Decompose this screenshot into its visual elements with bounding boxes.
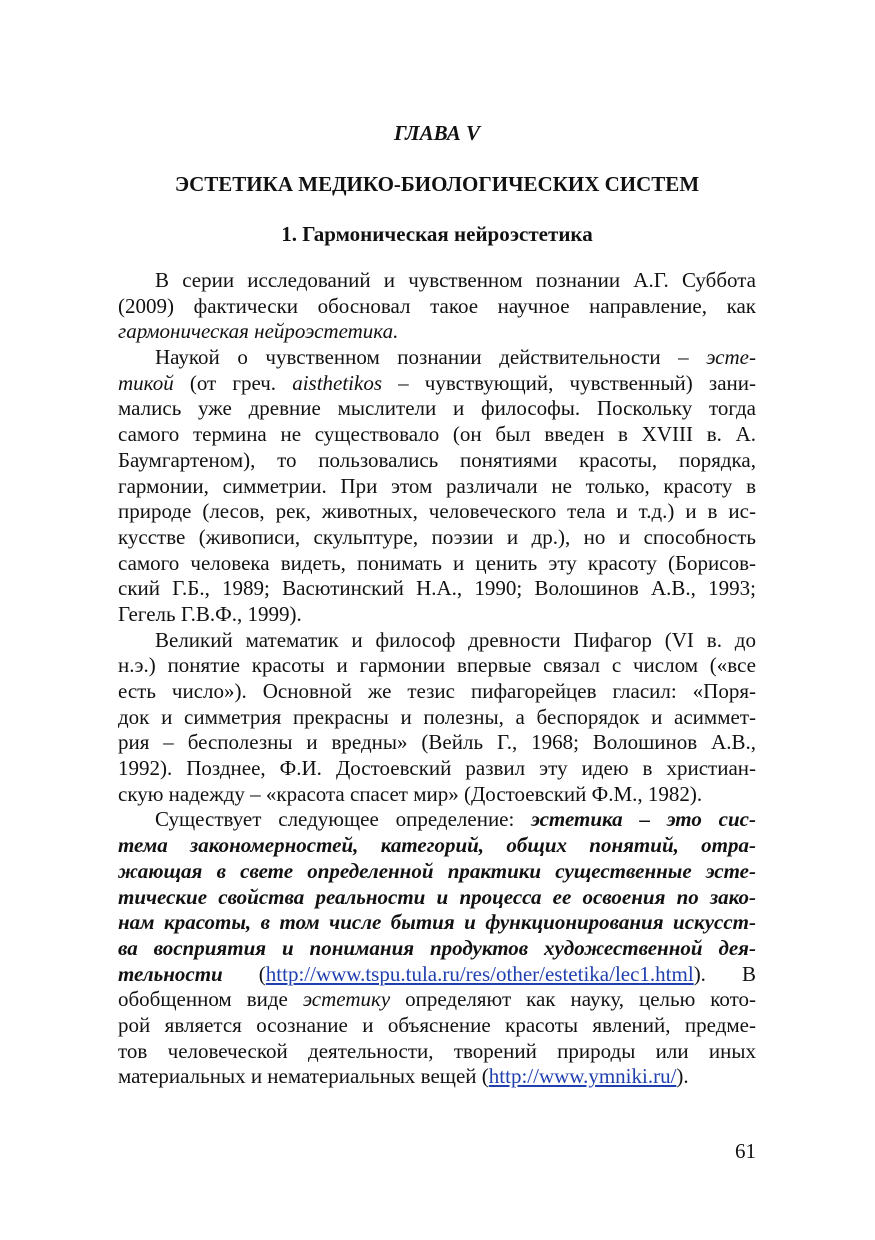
text-line <box>118 371 756 397</box>
text-line <box>118 525 756 551</box>
ymniki-link[interactable]: http://www.ymniki.ru/ <box>488 1064 677 1089</box>
text-line <box>118 987 756 1013</box>
text-segment: ( <box>222 961 266 986</box>
text-line <box>118 679 756 705</box>
text-line <box>118 807 756 833</box>
text-line <box>118 962 756 988</box>
italic-term: тикой <box>118 370 174 395</box>
text-line <box>118 910 756 936</box>
tspu-link[interactable]: http://www.tspu.tula.ru/res/other/estetika/lec1.html <box>265 961 694 986</box>
definition-text: тельности <box>118 961 223 986</box>
text-segment: кусстве (живописи, скульптуре, поэзии и др.), но и способность <box>118 524 756 549</box>
text-segment: (2009) фактически обосновал такое научное направление, как <box>118 293 756 318</box>
definition-text: эстетика – это сис- <box>531 807 756 832</box>
text-segment: рой является осознание и объяснение красоты явлений, предме- <box>118 1012 756 1037</box>
text-segment: тов человеческой деятельности, творений природы или иных <box>118 1038 756 1063</box>
text-line <box>118 1013 756 1039</box>
text-line <box>118 756 756 782</box>
text-line <box>118 268 756 294</box>
text-segment: обобщенном виде <box>118 987 303 1012</box>
definition-text: тема закономерностей, категорий, общих понятий, отра- <box>118 833 756 858</box>
text-segment: (от греч. <box>173 370 293 395</box>
text-line <box>118 782 756 808</box>
definition-text: нам красоты, в том числе бытия и функционирования искусст- <box>118 910 756 935</box>
text-line <box>118 448 756 474</box>
text-line <box>118 294 756 320</box>
text-segment: ский Г.Б., 1989; Васютинский Н.А., 1990; Волошинов А.В., 1993; <box>118 576 756 601</box>
text-line <box>118 422 756 448</box>
text-segment: материальных и нематериальных вещей ( <box>118 1064 489 1089</box>
text-line <box>118 396 756 422</box>
text-segment: В серии исследований и чувственном познании А.Г. Суббота <box>155 268 756 292</box>
text-segment: рия – бесполезны и вредны» (Вейль Г., 1968; Волошинов А.В., <box>118 730 756 755</box>
text-line <box>118 474 756 500</box>
text-line <box>118 1064 756 1090</box>
text-line <box>118 602 756 628</box>
text-segment: – чувствующий, чувственный) зани- <box>382 370 756 395</box>
text-line <box>118 885 756 911</box>
text-segment: Гегель Г.В.Ф., 1999). <box>118 601 302 626</box>
definition-text: тические свойства реальности и процесса ее освоения по зако- <box>118 884 756 909</box>
text-line <box>118 628 756 654</box>
text-line <box>118 936 756 962</box>
chapter-heading: ГЛАВА V <box>393 121 481 145</box>
text-line <box>118 551 756 577</box>
text-segment: скую надежду – «красота спасет мир» (Достоевский Ф.М., 1982). <box>118 781 703 806</box>
text-segment: самого термина не существовало (он был введен в XVIII в. А. <box>118 422 756 447</box>
text-line <box>118 730 756 756</box>
text-segment: ). <box>676 1064 689 1089</box>
text-line <box>118 319 756 345</box>
text-segment: док и симметрия прекрасны и полезны, а беспорядок и асиммет- <box>118 704 756 729</box>
page-number: 61 <box>735 1139 756 1163</box>
text-segment: Наукой о чувственном познании действительности – <box>155 345 707 370</box>
section-title: 1. Гармоническая нейроэстетика <box>281 222 593 246</box>
body-text <box>118 268 756 1090</box>
italic-term: aisthetikos <box>292 370 383 395</box>
definition-text: ва восприятия и понимания продуктов художественной дея- <box>118 935 756 960</box>
chapter-title: ЭСТЕТИКА МЕДИКО-БИОЛОГИЧЕСКИХ СИСТЕМ <box>174 172 700 196</box>
text-segment: Существует следующее определение: <box>155 807 532 832</box>
text-line <box>118 576 756 602</box>
text-segment: гармонии, симметрии. При этом различали не только, красоту в <box>118 473 756 498</box>
text-segment: природе (лесов, рек, животных, человеческого тела и т.д.) и в ис- <box>118 499 756 524</box>
text-segment: есть число»). Основной же тезис пифагорейцев гласил: «Поря- <box>118 679 756 703</box>
text-segment: ). В <box>693 961 756 986</box>
text-line <box>118 859 756 885</box>
italic-term: гармоническая нейроэстетика. <box>118 319 399 344</box>
text-line <box>118 705 756 731</box>
text-line <box>118 499 756 525</box>
italic-term: эстетику <box>302 987 391 1012</box>
text-segment: Великий математик и философ древности Пифагор (VI в. до <box>155 627 756 652</box>
text-line <box>118 653 756 679</box>
text-line <box>118 1039 756 1065</box>
definition-text: жающая в свете определенной практики существенные эсте- <box>118 858 756 883</box>
text-line <box>118 833 756 859</box>
italic-term: эсте- <box>706 345 756 370</box>
text-segment: Баумгартеном), то пользовались понятиями красоты, порядка, <box>118 447 756 472</box>
text-segment: определяют как науку, целью кото- <box>390 987 757 1012</box>
text-segment: мались уже древние мыслители и философы. Поскольку тогда <box>118 396 756 421</box>
text-segment: самого человека видеть, понимать и ценить эту красоту (Борисов- <box>118 550 756 575</box>
text-segment: н.э.) понятие красоты и гармонии впервые связал с числом («все <box>118 653 756 678</box>
text-line <box>118 345 756 371</box>
text-segment: 1992). Позднее, Ф.И. Достоевский развил эту идею в христиан- <box>118 756 756 781</box>
